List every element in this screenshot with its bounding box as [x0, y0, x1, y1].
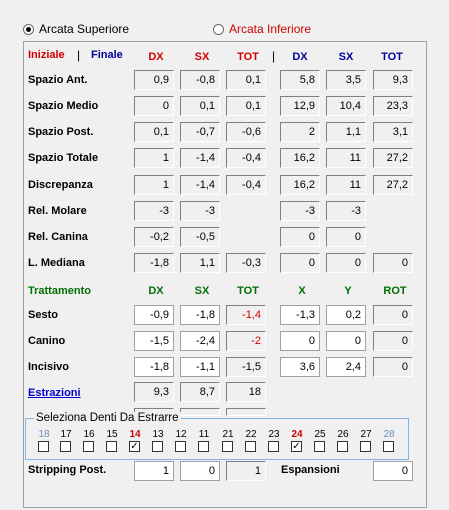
header-separator: |	[272, 49, 276, 63]
tooth-number: 17	[60, 429, 72, 440]
radio-arcata-inferiore[interactable]	[213, 22, 311, 36]
value-cell: 0	[326, 227, 366, 247]
trattamento-col-header: DX	[148, 285, 164, 297]
tooth-number: 11	[198, 429, 210, 440]
tooth-checkbox[interactable]	[175, 441, 186, 452]
trattamento-value-cell: 0	[373, 305, 413, 325]
tooth-checkbox[interactable]	[314, 441, 325, 452]
trattamento-row-label: Canino	[28, 335, 66, 347]
value-cell: 27,2	[373, 148, 413, 168]
value-cell: 0	[326, 253, 366, 273]
tooth-checkbox[interactable]	[222, 441, 233, 452]
trattamento-col-header: X	[298, 285, 306, 297]
col-header-dx-finale: DX	[292, 51, 308, 63]
tooth-13[interactable]	[150, 429, 166, 452]
tooth-number: 21	[222, 429, 234, 440]
stripping-value-cell[interactable]: 0	[180, 461, 220, 481]
value-cell: 23,3	[373, 96, 413, 116]
value-cell: -1,8	[134, 253, 174, 273]
radio-dot-icon	[213, 24, 224, 35]
row-label: Spazio Medio	[28, 100, 99, 112]
trattamento-value-cell[interactable]: 3,6	[280, 357, 320, 377]
tooth-16[interactable]	[81, 429, 97, 452]
value-cell: 3,1	[373, 122, 413, 142]
value-cell: 1	[134, 175, 174, 195]
trattamento-col-header: SX	[194, 285, 210, 297]
value-cell: -0,4	[226, 175, 266, 195]
tooth-number: 28	[383, 429, 395, 440]
value-cell: 0	[280, 227, 320, 247]
hidden-value-cell	[226, 408, 266, 416]
value-cell: -1,4	[180, 175, 220, 195]
value-cell: -3	[134, 201, 174, 221]
row-label: Spazio Ant.	[28, 74, 88, 86]
trattamento-value-cell: -2	[226, 331, 266, 351]
value-cell: 27,2	[373, 175, 413, 195]
tooth-number: 23	[268, 429, 280, 440]
col-header-sx-finale: SX	[338, 51, 354, 63]
value-cell: 2	[280, 122, 320, 142]
value-cell: 1,1	[326, 122, 366, 142]
tooth-24[interactable]	[289, 429, 305, 452]
value-cell: -0,4	[226, 148, 266, 168]
trattamento-value-cell[interactable]: 0,2	[326, 305, 366, 325]
value-cell: -0,3	[226, 253, 266, 273]
trattamento-value-cell[interactable]: -1,1	[180, 357, 220, 377]
value-cell: 11	[326, 175, 366, 195]
trattamento-col-header: TOT	[237, 285, 259, 297]
row-label: Rel. Molare	[28, 205, 87, 217]
tooth-checkbox[interactable]	[337, 441, 348, 452]
header-iniziale[interactable]: Iniziale	[28, 49, 65, 61]
tooth-checkbox[interactable]	[291, 441, 302, 452]
trattamento-value-cell[interactable]: 0	[280, 331, 320, 351]
trattamento-value-cell[interactable]: -0,9	[134, 305, 174, 325]
tooth-number: 24	[291, 429, 303, 440]
row-label: L. Mediana	[28, 257, 85, 269]
tooth-checkbox[interactable]	[60, 441, 71, 452]
estrazioni-value-cell: 9,3	[134, 382, 174, 402]
value-cell: 0,1	[134, 122, 174, 142]
trattamento-col-header: Y	[344, 285, 352, 297]
value-cell: 16,2	[280, 175, 320, 195]
radio-arcata-superiore[interactable]	[23, 22, 129, 36]
trattamento-value-cell: 0	[373, 357, 413, 377]
col-header-tot-iniziale: TOT	[237, 51, 259, 63]
tooth-23[interactable]	[266, 429, 282, 452]
stripping-value-cell: 1	[226, 461, 266, 481]
tooth-number: 26	[337, 429, 349, 440]
trattamento-value-cell[interactable]: -1,8	[134, 357, 174, 377]
tooth-27[interactable]	[358, 429, 374, 452]
value-cell: -3	[280, 201, 320, 221]
row-label: Spazio Totale	[28, 152, 99, 164]
tooth-12[interactable]	[173, 429, 189, 452]
value-cell: 12,9	[280, 96, 320, 116]
tooth-15[interactable]	[104, 429, 120, 452]
trattamento-value-cell: -1,5	[226, 357, 266, 377]
value-cell: -0,5	[180, 227, 220, 247]
check-icon: ✓	[130, 441, 139, 452]
tooth-checkbox[interactable]	[383, 441, 394, 452]
header-finale[interactable]: Finale	[91, 49, 123, 61]
tooth-number: 12	[175, 429, 187, 440]
tooth-number: 25	[314, 429, 326, 440]
trattamento-value-cell[interactable]: -1,8	[180, 305, 220, 325]
check-icon: ✓	[292, 441, 301, 452]
tooth-number: 27	[360, 429, 372, 440]
row-label: Rel. Canina	[28, 231, 88, 243]
trattamento-value-cell[interactable]: 0	[326, 331, 366, 351]
value-cell: -0,8	[180, 70, 220, 90]
value-cell: 1,1	[180, 253, 220, 273]
value-cell: 0	[280, 253, 320, 273]
col-header-sx-iniziale: SX	[194, 51, 210, 63]
tooth-checkbox[interactable]	[360, 441, 371, 452]
tooth-checkbox[interactable]	[38, 441, 49, 452]
value-cell: -0,6	[226, 122, 266, 142]
tooth-number: 13	[152, 429, 164, 440]
stripping-value-cell[interactable]: 1	[134, 461, 174, 481]
estrazioni-value-cell: 18	[226, 382, 266, 402]
tooth-number: 15	[106, 429, 118, 440]
trattamento-value-cell[interactable]: -2,4	[180, 331, 220, 351]
trattamento-row-label: Sesto	[28, 309, 58, 321]
estrazioni-value-cell: 8,7	[180, 382, 220, 402]
tooth-checkbox[interactable]	[268, 441, 279, 452]
tooth-checkbox[interactable]	[245, 441, 256, 452]
tooth-number: 18	[38, 429, 50, 440]
tooth-14[interactable]	[127, 429, 143, 452]
teeth-group-title: Seleziona Denti Da Estrarre	[36, 412, 179, 424]
value-cell: 3,5	[326, 70, 366, 90]
value-cell: -3	[326, 201, 366, 221]
tooth-18[interactable]	[36, 429, 52, 452]
radio-label: Arcata Inferiore	[229, 22, 312, 36]
trattamento-value-cell: -1,4	[226, 305, 266, 325]
radio-dot-icon	[23, 24, 34, 35]
tooth-28[interactable]	[381, 429, 397, 452]
espansioni-input[interactable]: 0	[373, 461, 413, 481]
value-cell: 0,1	[226, 96, 266, 116]
trattamento-value-cell[interactable]: -1,3	[280, 305, 320, 325]
tooth-22[interactable]	[243, 429, 259, 452]
value-cell: 11	[326, 148, 366, 168]
trattamento-value-cell[interactable]: -1,5	[134, 331, 174, 351]
value-cell: 9,3	[373, 70, 413, 90]
trattamento-value-cell[interactable]: 2,4	[326, 357, 366, 377]
trattamento-col-header: ROT	[383, 285, 407, 297]
value-cell: 0	[373, 253, 413, 273]
row-label: Spazio Post.	[28, 126, 94, 138]
tooth-17[interactable]	[58, 429, 74, 452]
tooth-checkbox[interactable]	[83, 441, 94, 452]
value-cell: -3	[180, 201, 220, 221]
tooth-21[interactable]	[220, 429, 236, 452]
tooth-checkbox[interactable]	[129, 441, 140, 452]
value-cell: 0,9	[134, 70, 174, 90]
value-cell: 10,4	[326, 96, 366, 116]
tooth-number: 22	[245, 429, 257, 440]
tooth-25[interactable]	[312, 429, 328, 452]
value-cell: 5,8	[280, 70, 320, 90]
value-cell: 0,1	[226, 70, 266, 90]
col-header-tot-finale: TOT	[381, 51, 403, 63]
value-cell: -0,2	[134, 227, 174, 247]
tooth-checkbox[interactable]	[198, 441, 209, 452]
value-cell: 0,1	[180, 96, 220, 116]
radio-label: Arcata Superiore	[39, 22, 130, 36]
tooth-checkbox[interactable]	[152, 441, 163, 452]
value-cell: 1	[134, 148, 174, 168]
espansioni-label: Espansioni	[281, 464, 340, 476]
value-cell: 0	[134, 96, 174, 116]
trattamento-value-cell: 0	[373, 331, 413, 351]
row-label: Discrepanza	[28, 179, 93, 191]
trattamento-title: Trattamento	[28, 285, 91, 297]
stripping-label: Stripping Post.	[28, 464, 107, 476]
col-header-dx-iniziale: DX	[148, 51, 164, 63]
trattamento-row-label: Incisivo	[28, 361, 69, 373]
tooth-11[interactable]	[196, 429, 212, 452]
value-cell: 16,2	[280, 148, 320, 168]
value-cell: -1,4	[180, 148, 220, 168]
tooth-number: 16	[83, 429, 95, 440]
header-separator: |	[77, 48, 81, 62]
value-cell: -0,7	[180, 122, 220, 142]
estrazioni-link[interactable]: Estrazioni	[28, 387, 81, 399]
tooth-checkbox[interactable]	[106, 441, 117, 452]
hidden-value-cell	[180, 408, 220, 416]
tooth-number: 14	[129, 429, 141, 440]
tooth-26[interactable]	[335, 429, 351, 452]
